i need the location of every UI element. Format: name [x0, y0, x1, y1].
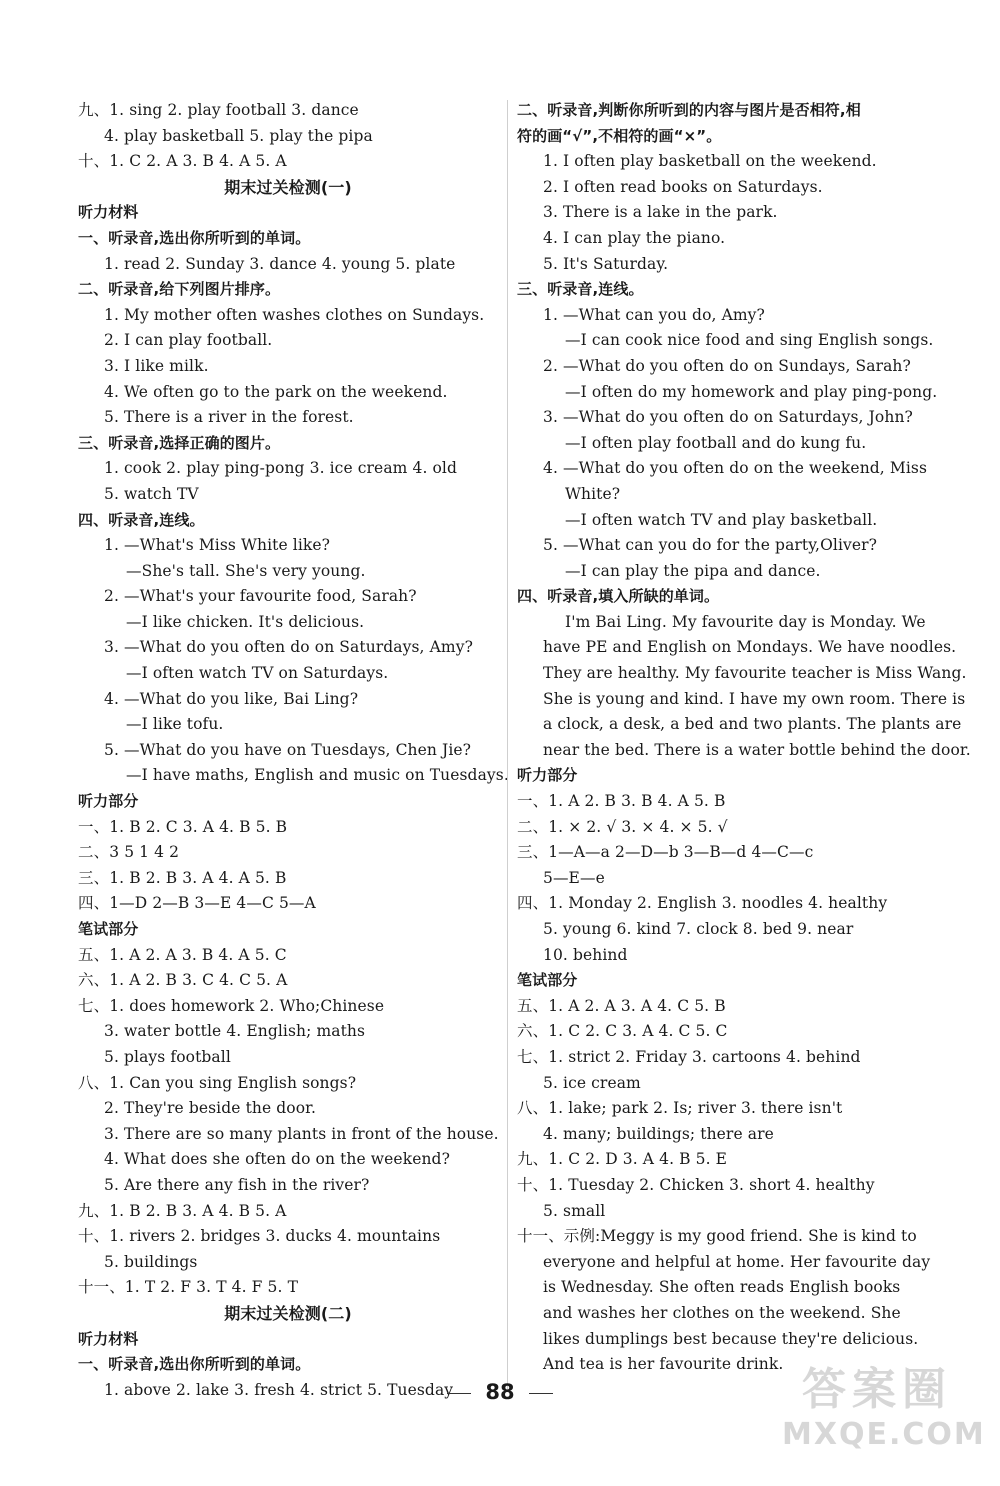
text-line: 4. What does she often do on the weekend?: [104, 1150, 450, 1169]
section-heading: 笔试部分: [517, 971, 578, 990]
text-line: 2. —What do you often do on Sundays, Sarah?: [543, 356, 911, 375]
text-line: 五、1. A 2. A 3. A 4. C 5. B: [517, 996, 726, 1015]
text-line: —I often play football and do kung fu.: [565, 433, 867, 452]
text-line: —I can play the pipa and dance.: [565, 561, 821, 580]
text-line: 2. I can play football.: [104, 331, 273, 350]
section-heading: 听力部分: [517, 766, 578, 785]
watermark-logo: [782, 1364, 986, 1464]
text-line: And tea is her favourite drink.: [543, 1355, 784, 1374]
section-heading: 四、听录音,填入所缺的单词。: [517, 587, 720, 606]
text-line: a clock, a desk, a bed and two plants. The plants are: [543, 715, 962, 734]
text-line: 二、3 5 1 4 2: [78, 843, 180, 862]
text-line: 5. There is a river in the forest.: [104, 408, 354, 427]
text-line: 5. Are there any fish in the river?: [104, 1175, 370, 1194]
text-line: 四、1—D 2—B 3—E 4—C 5—A: [78, 894, 316, 913]
text-line: —I often do my homework and play ping-pong.: [565, 382, 938, 401]
section-heading: 听力部分: [78, 792, 139, 811]
text-line: —I have maths, English and music on Tuesdays.: [126, 766, 509, 785]
section-heading: 听力材料: [78, 203, 139, 222]
text-line: 5. It's Saturday.: [543, 254, 669, 273]
text-line: 3. —What do you often do on Saturdays, Amy?: [104, 638, 473, 657]
text-line: 4. We often go to the park on the weekend.: [104, 382, 448, 401]
text-line: 一、1. B 2. C 3. A 4. B 5. B: [78, 817, 288, 836]
text-line: 八、1. Can you sing English songs?: [78, 1073, 357, 1092]
text-line: 3. I like milk.: [104, 356, 209, 375]
text-line: 十一、1. T 2. F 3. T 4. F 5. T: [78, 1278, 299, 1297]
text-line: 六、1. A 2. B 3. C 4. C 5. A: [78, 971, 288, 990]
text-line: likes dumplings best because they're delicious.: [543, 1329, 919, 1348]
text-line: 1. My mother often washes clothes on Sundays.: [104, 305, 485, 324]
watermark-top-text: 答案圈: [802, 1364, 952, 1415]
text-line: 四、1. Monday 2. English 3. noodles 4. healthy: [517, 894, 888, 913]
text-line: 十、1. C 2. A 3. B 4. A 5. A: [78, 152, 287, 171]
text-line: 2. I often read books on Saturdays.: [543, 177, 823, 196]
text-line: 4. play basketball 5. play the pipa: [104, 126, 373, 145]
text-line: —I like chicken. It's delicious.: [126, 612, 365, 631]
text-line: She is young and kind. I have my own room. There is: [543, 689, 966, 708]
text-line: 5. —What do you have on Tuesdays, Chen Jie?: [104, 740, 472, 759]
text-line: 1. read 2. Sunday 3. dance 4. young 5. plate: [104, 254, 456, 273]
text-line: 1. cook 2. play ping-pong 3. ice cream 4. old: [104, 459, 458, 478]
right-column: [517, 98, 971, 1378]
section-heading: 三、听录音,选择正确的图片。: [78, 433, 281, 452]
section-heading: 三、听录音,连线。: [517, 280, 644, 299]
column-divider: [507, 100, 508, 1390]
text-line: 七、1. strict 2. Friday 3. cartoons 4. behind: [517, 1047, 861, 1066]
section-heading: 四、听录音,连线。: [78, 510, 205, 529]
text-line: 八、1. lake; park 2. Is; river 3. there isn't: [517, 1099, 843, 1118]
text-line: 3. water bottle 4. English; maths: [104, 1022, 366, 1041]
text-line: 五、1. A 2. A 3. B 4. A 5. C: [78, 945, 287, 964]
text-line: 5. watch TV: [104, 484, 199, 503]
text-line: They are healthy. My favourite teacher is Miss Wang.: [543, 664, 967, 683]
text-line: 1. —What can you do, Amy?: [543, 305, 765, 324]
text-line: —I like tofu.: [126, 715, 224, 734]
text-line: 1. above 2. lake 3. fresh 4. strict 5. Tuesday: [104, 1380, 454, 1399]
text-line: is Wednesday. She often reads English books: [543, 1278, 901, 1297]
text-line: —I can cook nice food and sing English songs.: [565, 331, 934, 350]
text-line: 三、1—A—a 2—D—b 3—B—d 4—C—c: [517, 843, 814, 862]
text-line: 七、1. does homework 2. Who;Chinese: [78, 996, 385, 1015]
text-line: 二、1. × 2. √ 3. × 4. × 5. √: [517, 817, 728, 836]
text-line: 5. young 6. kind 7. clock 8. bed 9. near: [543, 920, 854, 938]
text-line: 5. ice cream: [543, 1073, 641, 1092]
section-heading: 听力材料: [78, 1329, 139, 1348]
section-heading: 一、听录音,选出你所听到的单词。: [78, 1355, 311, 1374]
text-line: White?: [565, 484, 621, 503]
text-line: 2. They're beside the door.: [104, 1099, 316, 1118]
text-line: 3. —What do you often do on Saturdays, John?: [543, 408, 913, 427]
text-line: 5. buildings: [104, 1252, 198, 1271]
text-line: I'm Bai Ling. My favourite day is Monday. We: [565, 612, 926, 631]
text-line: 3. There are so many plants in front of the house.: [104, 1124, 499, 1143]
text-line: 4. I can play the piano.: [543, 228, 726, 247]
section-heading: 二、听录音,判断你所听到的内容与图片是否相符,相: [517, 101, 861, 119]
exam-title: 期末过关检测(二): [224, 1303, 352, 1323]
text-line: —I often watch TV and play basketball.: [565, 510, 878, 529]
text-line: 4. —What do you often do on the weekend, Miss: [543, 459, 927, 478]
text-line: 十一、示例:Meggy is my good friend. She is kind to: [517, 1227, 917, 1246]
text-line: 5. plays football: [104, 1047, 231, 1066]
text-line: 5. —What can you do for the party,Oliver?: [543, 536, 878, 555]
section-heading: 笔试部分: [78, 920, 139, 938]
text-line: 10. behind: [543, 945, 628, 964]
exam-title: 期末过关检测(一): [224, 177, 352, 197]
page-number-dash-right: [529, 1393, 553, 1394]
text-line: 3. There is a lake in the park.: [543, 203, 778, 222]
text-line: 1. I often play basketball on the weekend.: [543, 152, 877, 171]
text-line: everyone and helpful at home. Her favourite day: [543, 1252, 931, 1271]
text-line: and washes her clothes on the weekend. She: [543, 1303, 901, 1322]
text-line: 九、1. B 2. B 3. A 4. B 5. A: [78, 1201, 287, 1220]
watermark-bottom-text: MXQE.COM: [782, 1417, 986, 1452]
text-line: 三、1. B 2. B 3. A 4. A 5. B: [78, 868, 287, 887]
text-line: —I often watch TV on Saturdays.: [126, 664, 389, 683]
text-line: 一、1. A 2. B 3. B 4. A 5. B: [517, 792, 726, 811]
section-heading: 一、听录音,选出你所听到的单词。: [78, 228, 311, 247]
text-line: 1. —What's Miss White like?: [104, 536, 331, 555]
text-line: 5. small: [543, 1201, 606, 1220]
text-line: near the bed. There is a water bottle behind the door.: [543, 740, 971, 759]
text-line: 4. many; buildings; there are: [543, 1124, 774, 1143]
text-line: 九、1. sing 2. play football 3. dance: [78, 101, 359, 119]
text-line: have PE and English on Mondays. We have noodles.: [543, 638, 957, 657]
text-line: 十、1. Tuesday 2. Chicken 3. short 4. healthy: [517, 1175, 875, 1194]
text-line: —She's tall. She's very young.: [126, 561, 366, 580]
page-number-dash-left: [447, 1393, 471, 1394]
page-number: 88: [485, 1380, 515, 1404]
text-line: 4. —What do you like, Bai Ling?: [104, 689, 359, 708]
text-line: 十、1. rivers 2. bridges 3. ducks 4. mountains: [78, 1227, 441, 1246]
text-line: 六、1. C 2. C 3. A 4. C 5. C: [517, 1022, 728, 1041]
section-heading: 二、听录音,给下列图片排序。: [78, 280, 281, 299]
text-line: 九、1. C 2. D 3. A 4. B 5. E: [517, 1150, 728, 1169]
section-heading: 符的画“√”,不相符的画“×”。: [517, 126, 722, 145]
text-line: 2. —What's your favourite food, Sarah?: [104, 587, 417, 606]
text-line: 5—E—e: [543, 868, 605, 887]
